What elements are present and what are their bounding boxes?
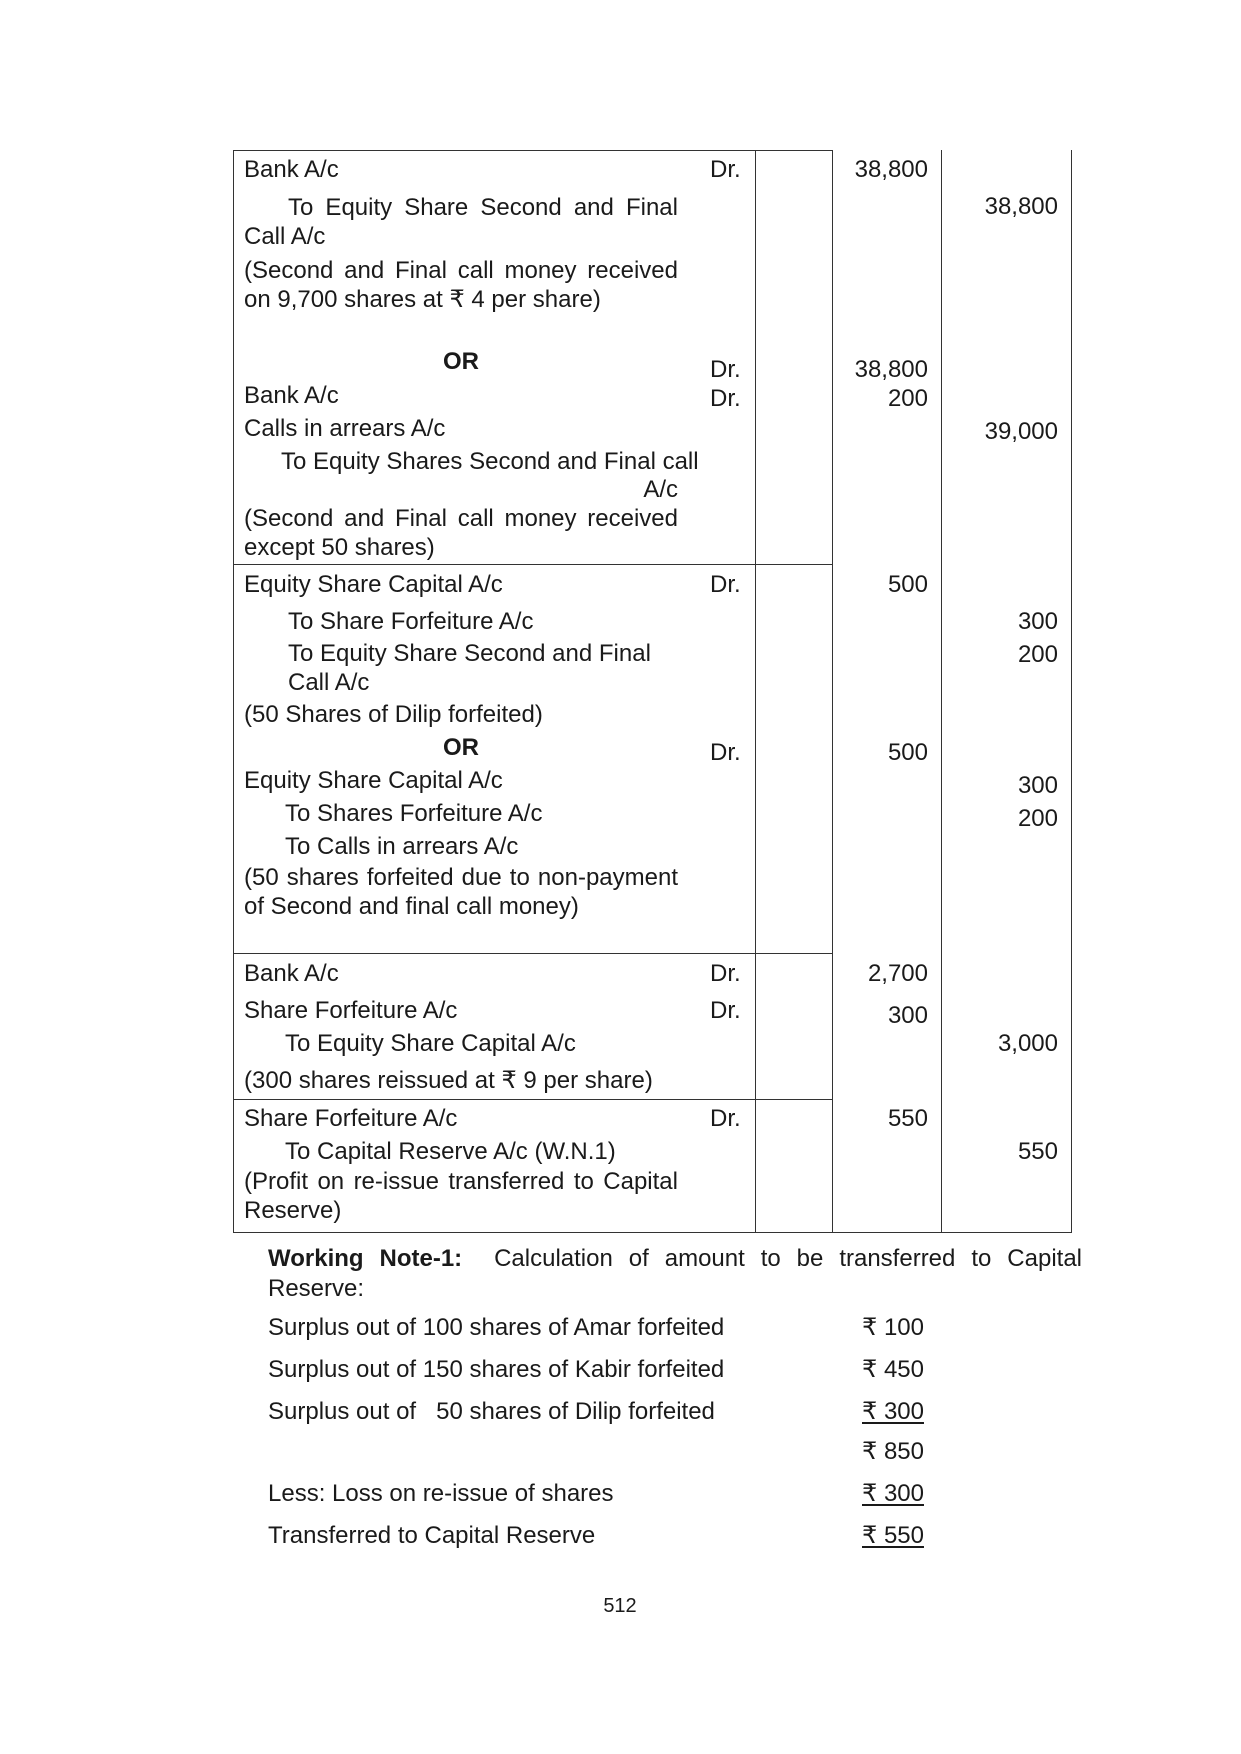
dr-marker: Dr. [710,739,741,766]
particulars-account: To Equity Share Capital A/c [285,1030,576,1057]
dr-marker: Dr. [710,156,741,183]
working-note-description: Calculation of amount to be transferred to Capital Reserve: [268,1245,1082,1302]
particulars-account: Bank A/c [244,960,339,987]
working-note-subtotal: ₹ 850 [862,1438,924,1465]
debit-amount: 38,800 [854,156,928,183]
dr-marker: Dr. [710,356,741,383]
credit-amount: 3,000 [997,1030,1058,1057]
or-separator: OR [443,348,479,375]
debit-amount: 200 [887,385,928,412]
working-note-amount: ₹ 300 [862,1480,924,1507]
debit-amount: 550 [887,1105,928,1132]
narration: (Second and Final call money received on 9,700 shares at ₹ 4 per share) [244,257,678,313]
particulars-account-suffix: A/c [643,476,678,503]
narration: (50 shares forfeited due to non-payment of Second and final call money) [244,864,678,920]
particulars-account: Calls in arrears A/c [244,415,446,442]
particulars-account: Share Forfeiture A/c [244,1105,458,1132]
credit-amount: 39,000 [984,418,1058,445]
credit-amount: 300 [1017,772,1058,799]
or-separator: OR [443,734,479,761]
working-note-label: Surplus out of 50 shares of Dilip forfeited [268,1398,715,1425]
particulars-account: To Calls in arrears A/c [285,833,519,860]
debit-amount: 300 [887,1002,928,1029]
particulars-account: To Equity Share Second and Final Call A/c [288,640,651,696]
particulars-account: Equity Share Capital A/c [244,767,503,794]
working-note-label: Surplus out of 150 shares of Kabir forfeited [268,1356,725,1383]
particulars-account: Share Forfeiture A/c [244,997,458,1024]
narration: (Profit on re-issue transferred to Capital Reserve) [244,1168,678,1224]
dr-marker: Dr. [710,385,741,412]
dr-marker: Dr. [710,997,741,1024]
working-note-intro [268,1244,1082,1304]
particulars-account: To Shares Forfeiture A/c [285,800,543,827]
working-note-label: Surplus out of 100 shares of Amar forfeited [268,1314,725,1341]
credit-amount: 200 [1017,805,1058,832]
working-note-label: Transferred to Capital Reserve [268,1522,596,1549]
debit-amount: 2,700 [867,960,928,987]
page-number: 512 [603,1595,637,1617]
dr-marker: Dr. [710,571,741,598]
particulars-account: To Capital Reserve A/c (W.N.1) [285,1138,616,1165]
debit-amount: 38,800 [854,356,928,383]
working-note-amount: ₹ 300 [862,1398,924,1425]
particulars-account: To Equity Shares Second and Final call [281,448,699,475]
working-note-amount: ₹ 100 [862,1314,924,1341]
particulars-account: Bank A/c [244,382,339,409]
particulars-account: To Equity Share Second and Final Call A/c [244,194,678,250]
debit-amount: 500 [887,571,928,598]
credit-amount: 300 [1017,608,1058,635]
dr-marker: Dr. [710,960,741,987]
particulars-account: To Share Forfeiture A/c [288,608,534,635]
working-note-amount: ₹ 450 [862,1356,924,1383]
narration: (Second and Final call money received except 50 shares) [244,505,678,561]
credit-amount: 550 [1017,1138,1058,1165]
working-note-label: Less: Loss on re-issue of shares [268,1480,614,1507]
particulars-account: Bank A/c [244,156,339,183]
working-note-heading: Working Note-1: [268,1245,463,1272]
credit-amount: 38,800 [984,193,1058,220]
narration: (50 Shares of Dilip forfeited) [244,701,543,728]
working-note-total: ₹ 550 [862,1522,924,1549]
debit-amount: 500 [887,739,928,766]
dr-marker: Dr. [710,1105,741,1132]
narration: (300 shares reissued at ₹ 9 per share) [244,1067,653,1094]
credit-amount: 200 [1017,641,1058,668]
particulars-account: Equity Share Capital A/c [244,571,503,598]
